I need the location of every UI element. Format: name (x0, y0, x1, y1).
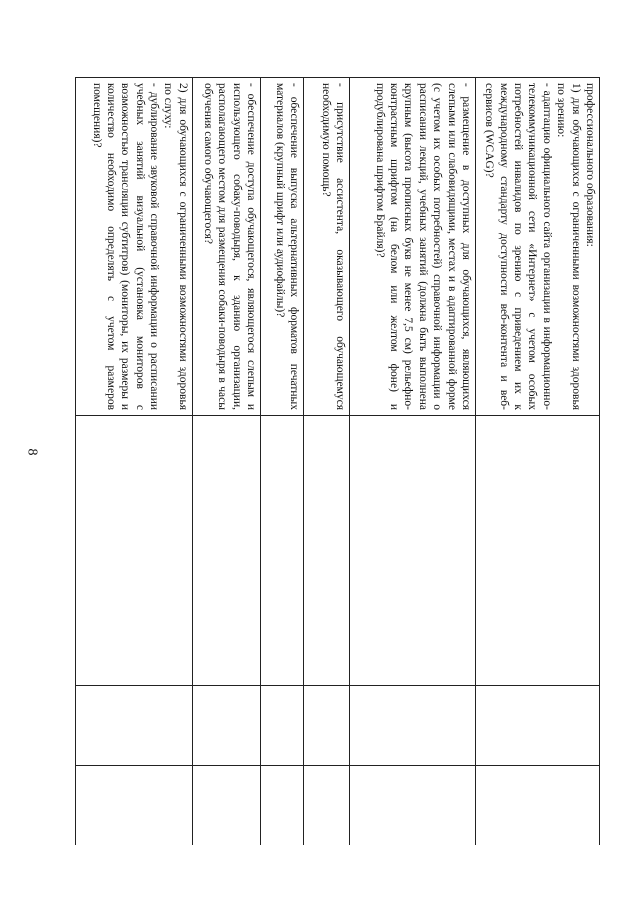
criterion-text: - адаптацию официального сайта организации в информационно-телекоммуникационной сети «Интернет» с учетом особых потребностей инвалидов по зрению с приведением их к международному стандарту доступности веб-контента и веб-сервисов (WCAG)? (483, 83, 553, 410)
page-number: 8 (24, 448, 40, 456)
answer-cell (349, 686, 475, 766)
criterion-cell (261, 78, 304, 416)
criterion-text: - дублирование звуковой справочной информации о расписании учебных занятий визуальной (установка мониторов с возможностью трансляции субтитров) (мониторы, их размеры и количество необходимо определять с учетом размеров помещения)? (90, 83, 161, 410)
answer-cell (475, 686, 599, 766)
criterion-text: 2) для обучающихся с ограниченными возможностями здоровья по слуху: (162, 83, 189, 410)
criterion-text: - присутствие ассистента, оказывающего обучающемуся необходимую помощь? (319, 83, 346, 410)
criterion-text: - обеспечение доступа обучающегося, являющегося слепым и использующего собаку-поводыря, к зданию организации, располагающего местом для размещения собаки-поводыря в часы обучения самого обучающегося? (201, 83, 258, 410)
answer-cell (475, 416, 599, 686)
criterion-cell (304, 78, 349, 416)
answer-cell (192, 686, 260, 766)
criterion-text: - размещение в доступных для обучающихся, являющихся слепыми или слабовидящими, местах и в адаптированной форме (с учетом их особых потребностей) справочной информации о расписании лекций, учебных занятий (должна быть выполнена крупным (высота прописных букв не менее 7,5 см) рельефно-контрастным шрифтом (на белом или желтом фоне) и продублирована шрифтом Брайля)? (373, 83, 472, 410)
answer-cell (76, 766, 193, 846)
rotated-page (75, 77, 600, 845)
landscape-content (75, 77, 600, 845)
criterion-cell (349, 78, 475, 416)
criterion-text: 1) для обучающихся с ограниченными возможностями здоровья по зрению: (555, 83, 582, 410)
criterion-cell (475, 78, 599, 416)
answer-cell (304, 686, 349, 766)
criterion-text: - обеспечение выпуска альтернативных форматов печатных материалов (крупный шрифт или аудиофайлы)? (274, 83, 301, 410)
answer-cell (192, 766, 260, 846)
answer-cell (261, 686, 304, 766)
answer-cell (349, 416, 475, 686)
answer-cell (475, 766, 599, 846)
answer-cell (304, 766, 349, 846)
answer-cell (192, 416, 260, 686)
answer-cell (76, 686, 193, 766)
table-row (76, 78, 193, 846)
table-row (349, 78, 475, 846)
answer-cell (349, 766, 475, 846)
questionnaire-table (75, 77, 600, 845)
table-row (304, 78, 349, 846)
table-row (261, 78, 304, 846)
criterion-cell (192, 78, 260, 416)
table-row (192, 78, 260, 846)
table-row (475, 78, 599, 846)
answer-cell (76, 416, 193, 686)
criterion-cell (76, 78, 193, 416)
answer-cell (261, 766, 304, 846)
answer-cell (261, 416, 304, 686)
criterion-text: профессионального образования: (584, 83, 596, 247)
answer-cell (304, 416, 349, 686)
